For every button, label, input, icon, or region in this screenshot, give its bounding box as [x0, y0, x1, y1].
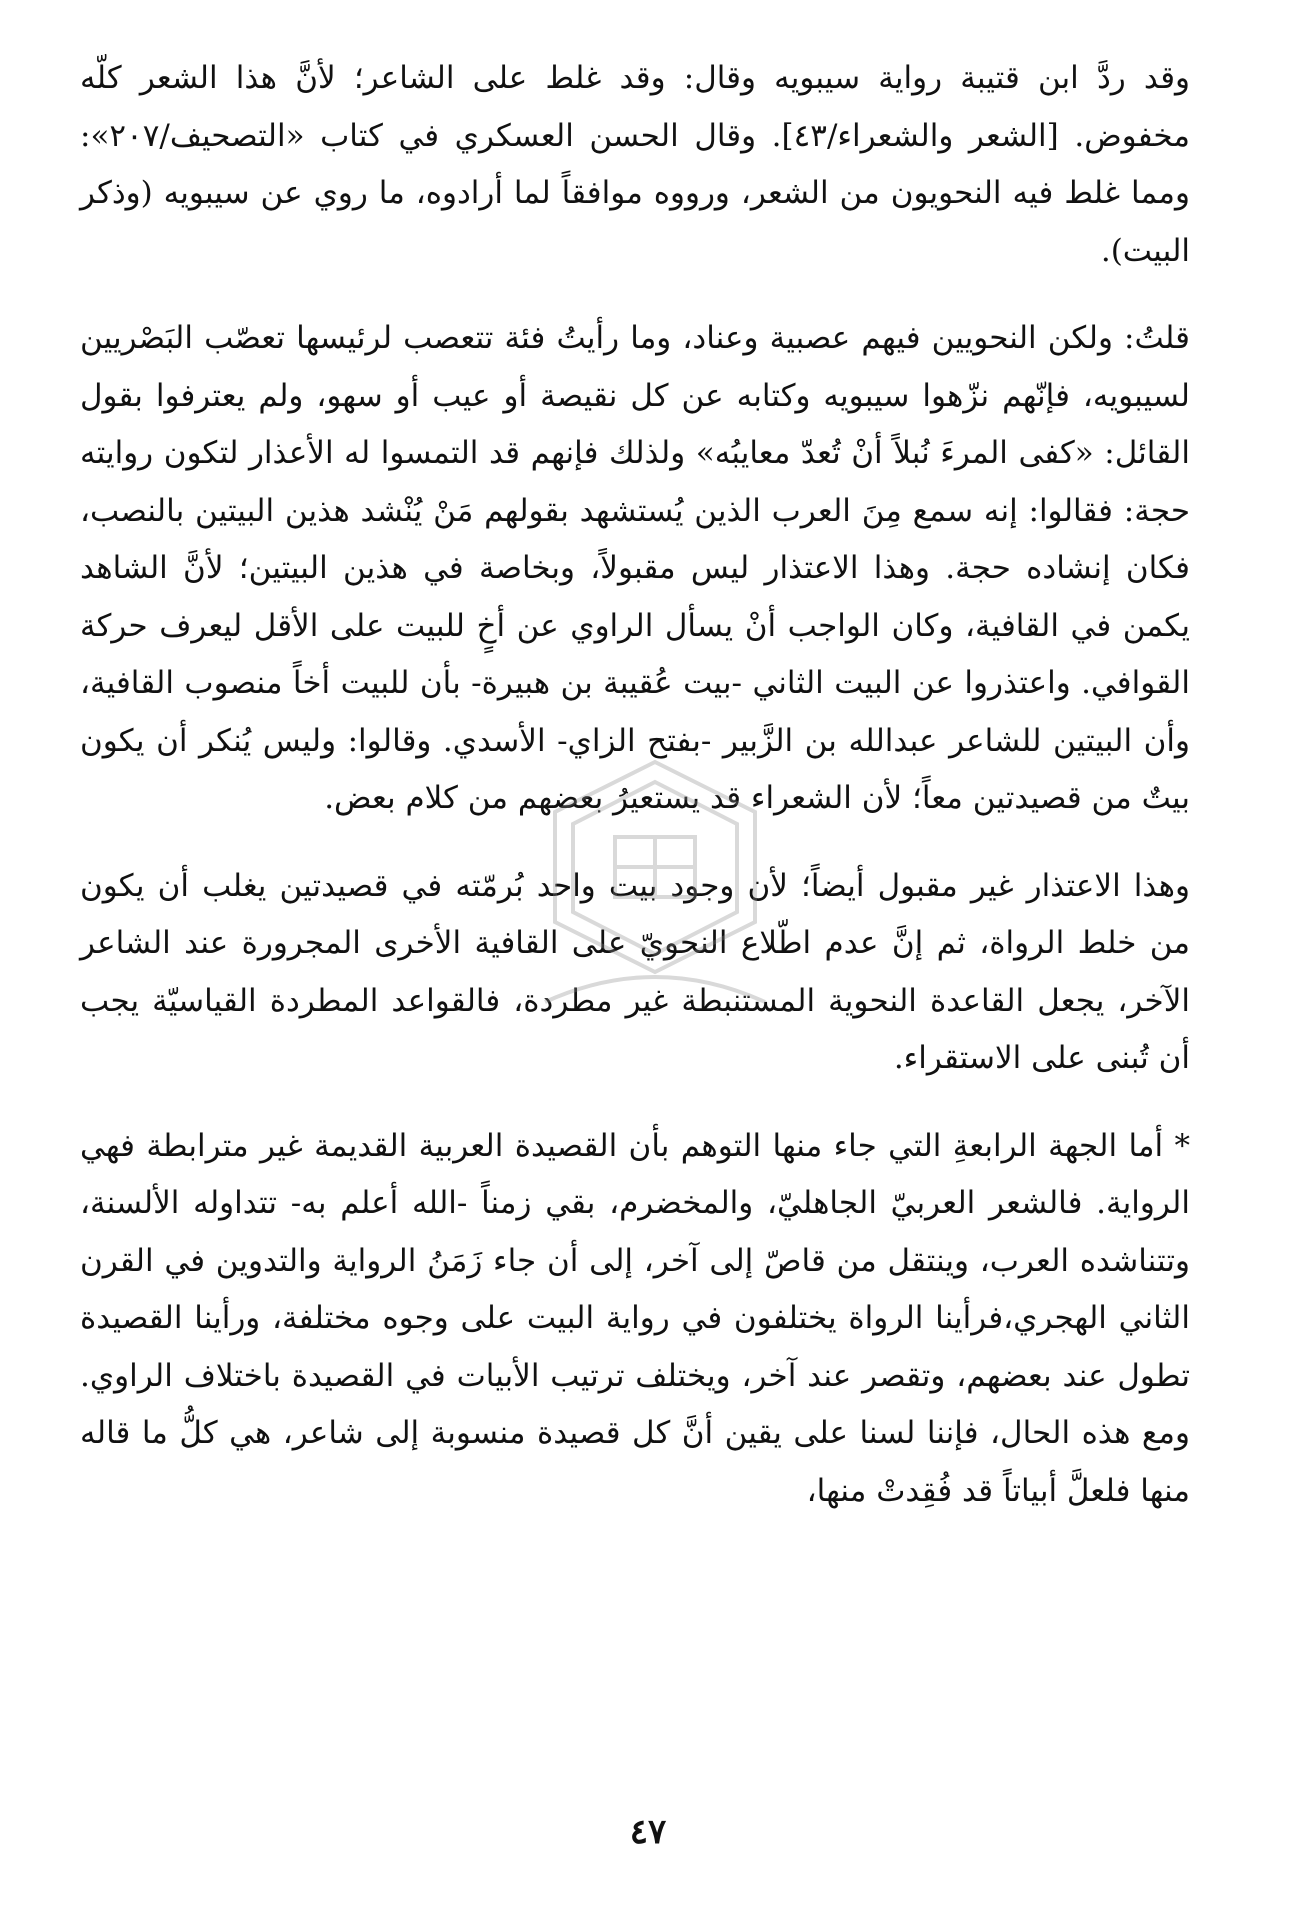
paragraph-2: قلتُ: ولكن النحويين فيهم عصبية وعناد، وما رأيتُ فئة تتعصب لرئيسها تعصّب البَصْريين لسيبويه، فإنّهم نزّهوا سيبويه وكتابه عن كل نقيصة أو عيب أو سهو، ولم يعترفوا بقول القائل: «كفى المرءَ نُبلاً أنْ تُعدّ معايبُه» ولذلك فإنهم قد التمسوا له الأعذار لتكون روايته حجة: فقالوا: إنه سمع مِنَ العرب الذين يُستشهد بقولهم مَنْ يُنْشد هذين البيتين بالنصب، فكان إنشاده حجة. وهذا الاعتذار ليس مقبولاً، وبخاصة في هذين البيتين؛ لأنَّ الشاهد يكمن في القافية، وكان الواجب أنْ يسأل الراوي عن أخٍ للبيت على الأقل ليعرف حركة القوافي. واعتذروا عن البيت الثاني -بيت عُقيبة بن هبيرة- بأن للبيت أخاً منصوب القافية، وأن البيتين للشاعر عبدالله بن الزَّبير -بفتح الزاي- الأسدي. وقالوا: وليس يُنكر أن يكون بيتٌ من قصيدتين معاً؛ لأن الشعراء قد يستعيرُ بعضهم من كلام بعض. [80, 320, 1190, 816]
page-number: ٤٧ [629, 1812, 667, 1852]
page-body [80, 50, 1190, 1520]
paragraph-4: * أما الجهة الرابعةِ التي جاء منها التوهم بأن القصيدة العربية القديمة غير مترابطة فهي الرواية. فالشعر العربيّ الجاهليّ، والمخضرم، بقي زمناً -الله أعلم به- تتداوله الألسنة، وتتناشده العرب، وينتقل من قاصّ إلى آخر، إلى أن جاء زَمَنُ الرواية والتدوين في القرن الثاني الهجري،فرأينا الرواة يختلفون في رواية البيت على وجوه مختلفة، ورأينا القصيدة تطول عند بعضهم، وتقصر عند آخر، ويختلف ترتيب الأبيات في القصيدة باختلاف الراوي. ومع هذه الحال، فإننا لسنا على يقين أنَّ كل قصيدة منسوبة إلى شاعر، هي كلُّ ما قاله منها فلعلَّ أبياتاً قد فُقِدتْ منها، [80, 1127, 1190, 1509]
paragraph-1: وقد ردَّ ابن قتيبة رواية سيبويه وقال: وقد غلط على الشاعر؛ لأنَّ هذا الشعر كلّه مخفوض. [الشعر والشعراء/٤٣]. وقال الحسن العسكري في كتاب «التصحيف/٢٠٧»: ومما غلط فيه النحويون من الشعر، ورووه موافقاً لما أرادوه، ما روي عن سيبويه (وذكر البيت). [80, 60, 1190, 269]
paragraph-3: وهذا الاعتذار غير مقبول أيضاً؛ لأن وجود بيت واحد بُرمّته في قصيدتين يغلب أن يكون من خلط الرواة، ثم إنَّ عدم اطّلاع النحويّ على القافية الأخرى المجرورة عند الشاعر الآخر، يجعل القاعدة النحوية المستنبطة غير مطردة، فالقواعد المطردة القياسيّة يجب أن تُبنى على الاستقراء. [80, 867, 1190, 1076]
